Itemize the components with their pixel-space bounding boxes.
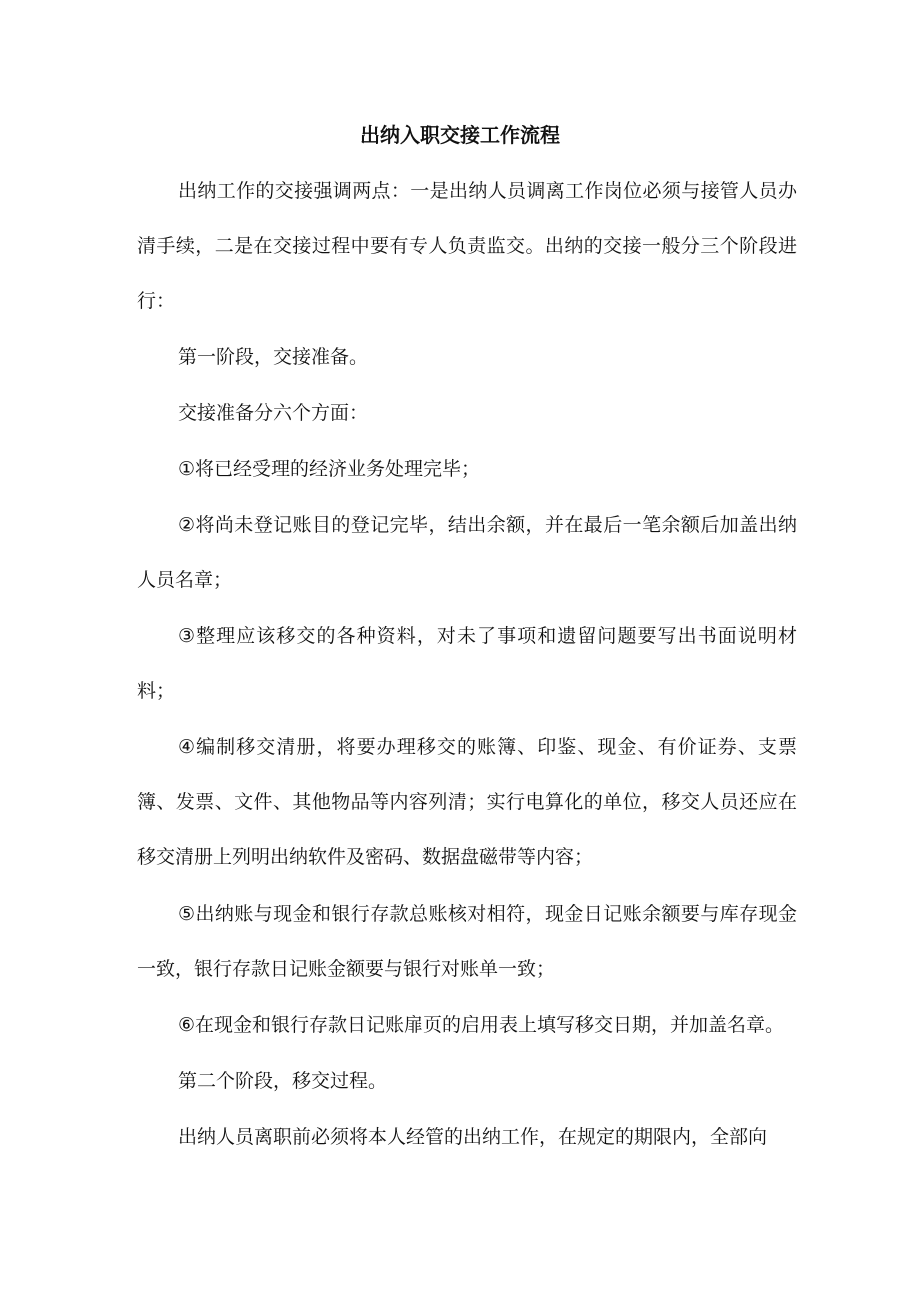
paragraph-stage-one-heading: 第一阶段，交接准备。	[178, 346, 369, 368]
list-item-2: ②将尚未登记账目的登记完毕，结出余额，并在最后一笔余额后加盖出纳人员名章；	[137, 514, 797, 591]
list-item-5: ⑤出纳账与现金和银行存款总账核对相符，现金日记账余额要与库存现金一致，银行存款日记账金额要与银行对账单一致；	[137, 903, 797, 980]
list-item-4: ④编制移交清册，将要办理移交的账簿、印鉴、现金、有价证券、支票簿、发票、文件、其他物品等内容列清；实行电算化的单位，移交人员还应在移交清册上列明出纳软件及密码、数据盘磁带等内容；	[137, 736, 797, 868]
document-title: 出纳入职交接工作流程	[360, 123, 560, 147]
list-item-6: ⑥在现金和银行存款日记账扉页的启用表上填写移交日期，并加盖名章。	[178, 1014, 785, 1036]
paragraph-preparation-intro: 交接准备分六个方面：	[178, 402, 369, 424]
paragraph-intro: 出纳工作的交接强调两点：一是出纳人员调离工作岗位必须与接管人员办清手续，二是在交接过程中要有专人负责监交。出纳的交接一般分三个阶段进行：	[137, 180, 797, 312]
paragraph-departure: 出纳人员离职前必须将本人经管的出纳工作，在规定的期限内，全部向	[178, 1126, 768, 1148]
list-item-1: ①将已经受理的经济业务处理完毕；	[178, 458, 481, 480]
list-item-3: ③整理应该移交的各种资料，对未了事项和遗留问题要写出书面说明材料；	[137, 625, 797, 702]
paragraph-stage-two-heading: 第二个阶段，移交过程。	[178, 1070, 388, 1092]
